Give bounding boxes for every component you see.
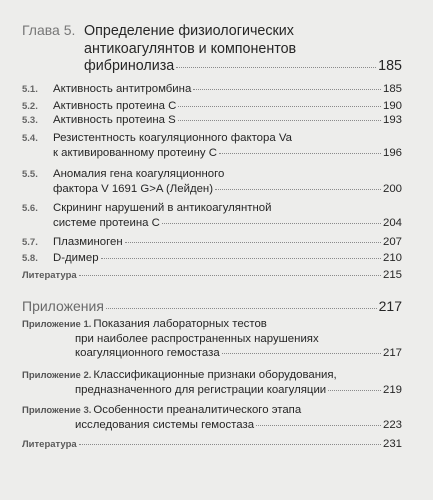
section-title: Активность протеина С <box>53 100 177 112</box>
appendix-title-line-2: исследования системы гемостаза <box>75 419 255 432</box>
appendix-page: 217 <box>382 347 402 360</box>
toc-section-5-5[interactable] <box>22 167 402 196</box>
chapter-title-line-1: Определение физиологических <box>84 23 294 39</box>
leader-dots <box>79 443 381 445</box>
section-number: 5.5. <box>22 169 38 180</box>
leader-dots <box>106 307 377 309</box>
toc-appendix-1[interactable] <box>22 317 402 361</box>
chapter-page: 185 <box>378 58 402 75</box>
leader-dots <box>178 119 381 121</box>
leader-dots <box>79 274 381 276</box>
toc-literature-2[interactable] <box>22 437 402 452</box>
appendix-number: Приложение 1. <box>22 319 92 330</box>
appendix-page: 219 <box>382 384 402 397</box>
appendices-heading: Приложения <box>22 298 104 314</box>
leader-dots <box>178 105 381 107</box>
section-title-line-1: Скрининг нарушений в антикоагулянтной <box>53 202 272 214</box>
toc-literature-1[interactable] <box>22 268 402 283</box>
appendix-title-line-2: предназначенного для регистрации коагуляции <box>75 384 327 397</box>
toc-section-5-7[interactable] <box>22 235 402 250</box>
section-number: 5.3. <box>22 115 38 126</box>
toc-section-5-1[interactable] <box>22 82 402 97</box>
chapter-title-line-3: фибринолиза <box>84 58 175 75</box>
appendix-number: Приложение 3. <box>22 405 92 416</box>
leader-dots <box>215 188 381 190</box>
leader-dots <box>125 241 381 243</box>
section-title: Активность протеина S <box>53 114 176 126</box>
section-page: 190 <box>382 100 402 112</box>
section-title: Плазминоген <box>53 236 123 248</box>
leader-dots <box>256 424 381 426</box>
toc-appendix-2[interactable] <box>22 368 402 397</box>
section-page: 193 <box>382 114 402 126</box>
section-page: 200 <box>382 183 402 196</box>
section-title-line-1: Резистентность коагуляционного фактора Va <box>53 132 292 144</box>
section-number: 5.2. <box>22 101 38 112</box>
appendix-page: 223 <box>382 419 402 432</box>
leader-dots <box>101 257 381 259</box>
toc-section-5-4[interactable] <box>22 131 402 160</box>
leader-dots <box>328 389 381 391</box>
section-number: 5.6. <box>22 203 38 214</box>
leader-dots <box>193 88 381 90</box>
literature-label: Литература <box>22 270 77 281</box>
toc-chapter-5[interactable] <box>22 22 402 76</box>
toc-section-5-3[interactable] <box>22 113 402 128</box>
toc-section-5-8[interactable] <box>22 251 402 266</box>
appendix-title-line-2: при наиболее распространенных нарушениях <box>75 333 319 346</box>
section-title-line-2: фактора V 1691 G>A (Лейден) <box>53 183 214 196</box>
leader-dots <box>219 152 381 154</box>
literature-page: 231 <box>382 438 402 450</box>
section-number: 5.1. <box>22 84 38 95</box>
leader-dots <box>176 66 376 68</box>
toc-section-5-6[interactable] <box>22 201 402 230</box>
appendix-title-line-3: коагуляционного гемостаза <box>75 347 220 360</box>
toc-appendices[interactable] <box>22 298 402 315</box>
section-page: 185 <box>382 83 402 95</box>
section-page: 196 <box>382 147 402 160</box>
section-page: 204 <box>382 217 402 230</box>
section-page: 207 <box>382 236 402 248</box>
appendix-title-line-1: Показания лабораторных тестов <box>93 318 267 330</box>
toc-appendix-3[interactable] <box>22 403 402 432</box>
chapter-number: Глава 5. <box>22 22 76 38</box>
section-title-line-2: системе протеина С <box>53 217 160 230</box>
section-number: 5.4. <box>22 133 38 144</box>
leader-dots <box>222 352 381 354</box>
section-title: D-димер <box>53 252 99 264</box>
section-page: 210 <box>382 252 402 264</box>
appendices-page: 217 <box>378 298 402 314</box>
chapter-title-line-2: антикоагулянтов и компонентов <box>84 40 297 57</box>
appendix-title-line-1: Классификационные признаки оборудования, <box>93 369 337 381</box>
section-number: 5.8. <box>22 253 38 264</box>
appendix-number: Приложение 2. <box>22 370 92 381</box>
appendix-title-line-1: Особенности преаналитического этапа <box>93 404 302 416</box>
toc-section-5-2[interactable] <box>22 99 402 114</box>
section-number: 5.7. <box>22 237 38 248</box>
section-title-line-2: к активированному протеину С <box>53 147 218 160</box>
literature-page: 215 <box>382 269 402 281</box>
leader-dots <box>162 222 381 224</box>
section-title: Активность антитромбина <box>53 83 192 95</box>
literature-label: Литература <box>22 439 77 450</box>
section-title-line-1: Аномалия гена коагуляционного <box>53 168 225 180</box>
